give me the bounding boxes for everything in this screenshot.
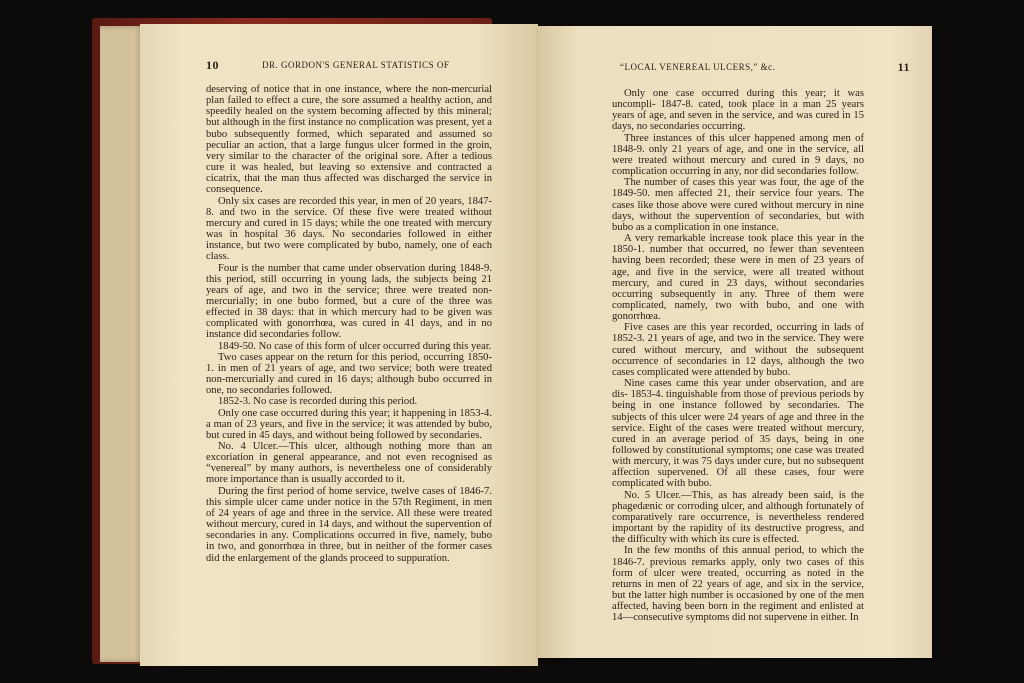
right-page-body	[612, 88, 864, 624]
paragraph: Four is the number that came under observation during 1848-9. this period, still occurring in young lads, the subjects being 21 years of age, and two in the service; three were treated non-mercurially; in one bubo formed, but a cure of the three was effected in 38 days: that in which mercury had to be given was complicated with gonorrhœa, was cured in 41 days, and in no instance did secondaries follow.	[206, 262, 492, 341]
paragraph: deserving of notice that in one instance, where the non-mercurial plan failed to effect a cure, the sore assumed a healthy action, and speedily healed on the system becoming affected by this mineral; but although in the first instance no complication was present, yet a bubo subsequently formed, which separated and assumed so peculiar an action, that a large fungus ulcer formed in the groin, very similar to the character of the original sore. After a tedious cure it was healed, but leaving so extensive and contracted a cicatrix, that the man thus affected was discharged the service in consequence.	[206, 84, 492, 196]
page-edges	[100, 26, 144, 662]
paragraph: In the few months of this annual period, to which the 1846-7. previous remarks apply, only two cases of this form of ulcer were treated, occurring as noted in the returns in men of 22 years of age, and six in the service, but the latter high number is occasioned by one of the men affected, having been born in the regiment and enlisted at 14—consecutive symptoms did not supervene in either. In	[612, 545, 864, 624]
left-page-number: 10	[206, 58, 219, 72]
paragraph: Only one case occurred during this year; it happening in 1853-4. a man of 23 years, and five in the service; it was attended by bubo, but cured in 45 days, and without being followed by secondaries.	[206, 407, 492, 441]
paragraph: No. 5 Ulcer.—This, as has already been said, is the phagedænic or corroding ulcer, and although fortunately of comparatively rare occurrence, is nevertheless rendered important by the rapidity of its destructive progress, and the difficulty with which its cure is effected.	[612, 489, 864, 546]
paragraph: Nine cases came this year under observation, and are dis- 1853-4. tinguishable from those of previous periods by being in one instance followed by secondaries. The subjects of this ulcer were 24 years of age and three in the service. Eight of the cases were treated without mercury, cured in an average period of 35 days, being in one followed by constitutional symptoms; one case was treated with mercury, it was 75 days under cure, but no subsequent affection supervened. Of all these cases, four were complicated with bubo.	[612, 378, 864, 490]
paragraph: A very remarkable increase took place this year in the 1850-1. number that occurred, no fewer than seventeen having been recorded; these were in men of 23 years of age, and five in the service, were all treated without mercury, and cured in 23 days, without secondaries occurring subsequently in any. Three of them were complicated, namely, two with bubo, and one with gonorrhœa.	[612, 233, 864, 323]
paragraph: Two cases appear on the return for this period, occurring 1850-1. in men of 21 years of age, and two service; both were treated non-mercurially and cured in 16 days; although bubo occurred in one, no secondaries followed.	[206, 351, 492, 397]
left-page	[140, 24, 538, 666]
paragraph: During the first period of home service, twelve cases of 1846-7. this simple ulcer came under notice in the 57th Regiment, in men of 24 years of age and three in the service. All these were treated without mercury, cured in 14 days, and without the supervention of secondaries in any. Complications occurred in five, namely, bubo in two, and gonorrhœa in three, but in neither of the former cases did the enlargement of the glands proceed to suppuration.	[206, 485, 492, 564]
paragraph: Only one case occurred during this year; it was uncompli- 1847-8. cated, took place in a man 25 years years of age, and seven in the service, and was cured in 15 days, no secondaries occurring.	[612, 88, 864, 133]
paragraph: The number of cases this year was four, the age of the 1849-50. men affected 21, their service four years. The cases like those above were cured without mercury in nine days, without the supervention of secondaries, but with bubo as a complication in one instance.	[612, 177, 864, 233]
left-page-body	[206, 84, 492, 564]
right-page-number: 11	[897, 60, 910, 74]
paragraph: 1849-50. No case of this form of ulcer occurred during this year.	[218, 340, 492, 352]
paragraph: 1852-3. No case is recorded during this period.	[218, 396, 418, 408]
paragraph: Five cases are this year recorded, occurring in lads of 1852-3. 21 years of age, and two in the service. They were cured without mercury, and without the subsequent occurrence of secondaries in 12 days, although the two cases complicated were attended by bubo.	[612, 322, 864, 378]
paragraph: No. 4 Ulcer.—This ulcer, although nothing more than an excoriation in general appearance, and not even recognised as “venereal” by many authors, is nevertheless one of considerably more importance than is usually accorded to it.	[206, 441, 492, 486]
paragraph: Three instances of this ulcer happened among men of 1848-9. only 21 years of age, and one in the service, all were treated without mercury and cured in 9 days, no complication occurring in any, nor did secondaries follow.	[612, 132, 864, 178]
left-running-head: DR. GORDON'S GENERAL STATISTICS OF	[262, 60, 450, 70]
right-running-head: “LOCAL VENEREAL ULCERS,” &c.	[620, 62, 776, 72]
paragraph: Only six cases are recorded this year, in men of 20 years, 1847-8. and two in the service. Of these five were treated without mercury and cured in 15 days; while the one treated with mercury was in hospital 36 days. No secondaries followed in either instance, but two were complicated by bubo, namely, one of each class.	[206, 195, 492, 263]
right-page	[538, 26, 932, 658]
